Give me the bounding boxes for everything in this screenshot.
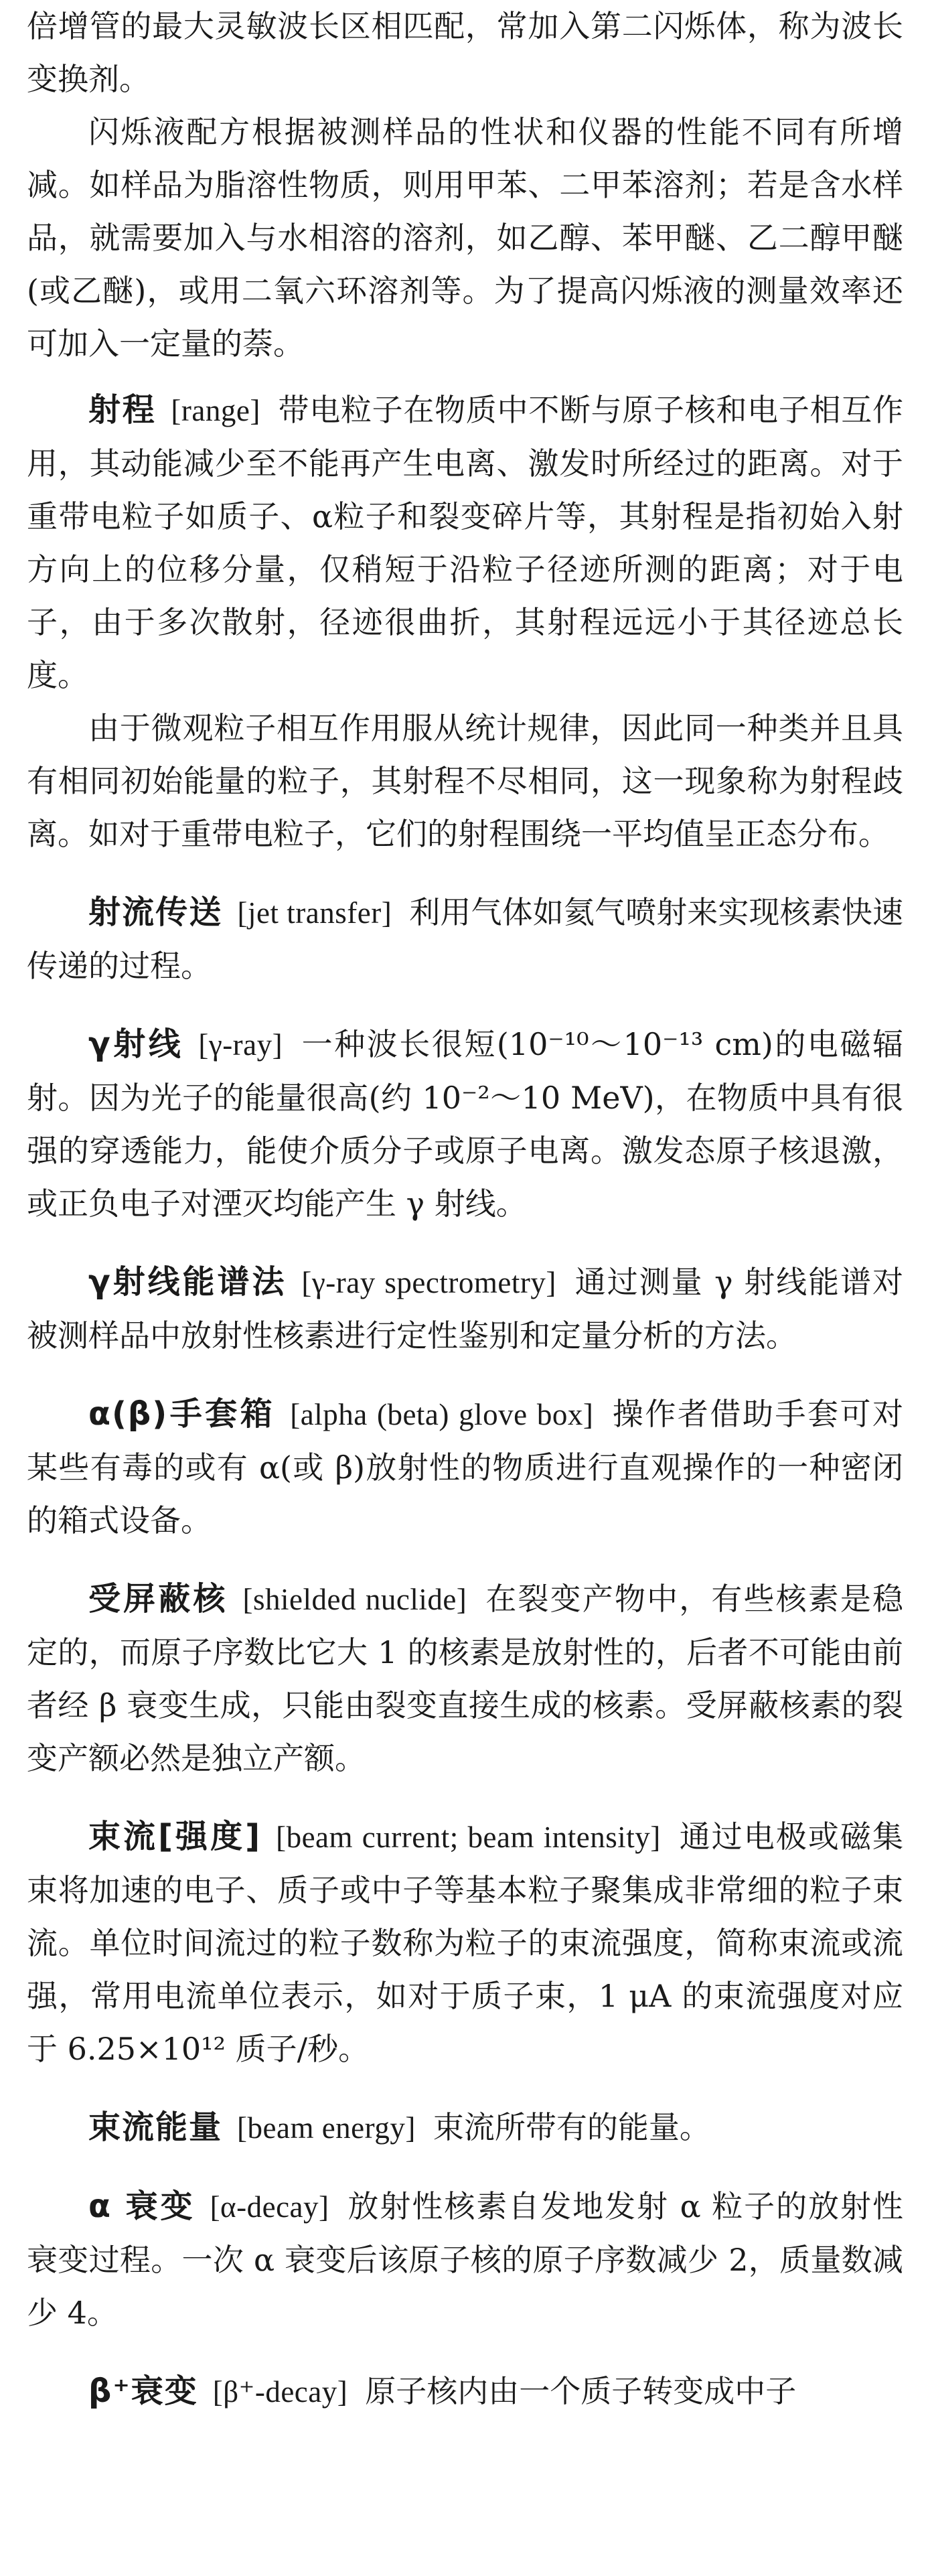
entry-english: [γ-ray] bbox=[198, 1028, 283, 1062]
entry-beam-energy bbox=[27, 2101, 903, 2155]
entry-definition: 放射性核素自发地发射 α 粒子的放射性衰变过程。一次 α 衰变后该原子核的原子序数减少 2，质量数减少 4。 bbox=[27, 2188, 903, 2331]
entry-definition: 在裂变产物中，有些核素是稳定的，而原子序数比它大 1 的核素是放射性的，后者不可能由前者经 β 衰变生成，只能由裂变直接生成的核素。受屏蔽核素的裂变产额必然是独立产额。 bbox=[27, 1581, 903, 1776]
entry-definition: 束流所带有的能量。 bbox=[433, 2109, 710, 2145]
entry-beam-current bbox=[27, 1810, 903, 2076]
entry-glove-box bbox=[27, 1388, 903, 1547]
entry-term: γ射线能谱法 bbox=[88, 1263, 287, 1301]
entry-term: γ射线 bbox=[88, 1025, 184, 1063]
entry-term: 受屏蔽核 bbox=[88, 1580, 228, 1618]
entry-english: [α-decay] bbox=[210, 2190, 329, 2224]
entry-definition: 通过电极或磁集束将加速的电子、质子或中子等基本粒子聚集成非常细的粒子束流。单位时间流过的粒子数称为粒子的束流强度，简称束流或流强，常用电流单位表示，如对于质子束，1 μA 的束流强度对应于 6.25×10¹² 质子/秒。 bbox=[27, 1818, 903, 2067]
entry-definition: 操作者借助手套可对某些有毒的或有 α(或 β)放射性的物质进行直观操作的一种密闭的箱式设备。 bbox=[27, 1396, 903, 1539]
entry-definition: 通过测量 γ 射线能谱对被测样品中放射性核素进行定性鉴别和定量分析的方法。 bbox=[27, 1264, 903, 1354]
entry-shielded-nuclide bbox=[27, 1573, 903, 1785]
entry-term: β⁺衰变 bbox=[88, 2372, 198, 2410]
entry-english: [beam energy] bbox=[237, 2111, 416, 2145]
entry-term: α(β)手套箱 bbox=[88, 1395, 276, 1433]
continued-paragraph: 倍增管的最大灵敏波长区相匹配，常加入第二闪烁体，称为波长变换剂。 bbox=[27, 8, 903, 97]
entry-english: [range] bbox=[171, 394, 260, 427]
entry-definition: 原子核内由一个质子转变成中子 bbox=[365, 2373, 797, 2409]
entry-alpha-decay bbox=[27, 2180, 903, 2340]
entry-english: [shielded nuclide] bbox=[242, 1583, 467, 1616]
entry-definition: 带电粒子在物质中不断与原子核和电子相互作用，其动能减少至不能再产生电离、激发时所经过的距离。对于重带电粒子如质子、α粒子和裂变碎片等，其射程是指初始入射方向上的位移分量，仅稍短于沿粒子径迹所测的距离；对于电子，由于多次散射，径迹很曲折，其射程远远小于其径迹总长度。 bbox=[27, 392, 903, 693]
entry-english: [β⁺-decay] bbox=[212, 2375, 348, 2409]
entry-english: [γ-ray spectrometry] bbox=[301, 1266, 556, 1299]
entry-term: 束流能量 bbox=[88, 2108, 223, 2146]
entry-jet-transfer bbox=[27, 886, 903, 993]
entry-term: 射流传送 bbox=[88, 893, 223, 931]
entry-gamma-ray bbox=[27, 1018, 903, 1230]
entry-range bbox=[27, 384, 903, 702]
entry-term: 射程 bbox=[88, 391, 157, 429]
entry-definition: 利用气体如氦气喷射来实现核素快速传递的过程。 bbox=[27, 894, 903, 984]
entry-english: [alpha (beta) glove box] bbox=[290, 1398, 594, 1431]
entry-term: α 衰变 bbox=[88, 2188, 196, 2225]
entry-beta-plus-decay bbox=[27, 2365, 903, 2419]
scintillator-formula-paragraph: 闪烁液配方根据被测样品的性状和仪器的性能不同有所增减。如样品为脂溶性物质，则用甲苯、二甲苯溶剂；若是含水样品，就需要加入与水相溶的溶剂，如乙醇、苯甲醚、乙二醇甲醚(或乙醚)，或用二氧六环溶剂等。为了提高闪烁液的测量效率还可加入一定量的萘。 bbox=[27, 114, 903, 362]
entry-english: [beam current; beam intensity] bbox=[276, 1820, 661, 1854]
entry-gamma-spectrometry bbox=[27, 1256, 903, 1362]
entry-range-extra: 由于微观粒子相互作用服从统计规律，因此同一种类并且具有相同初始能量的粒子，其射程不尽相同，这一现象称为射程歧离。如对于重带电粒子，它们的射程围绕一平均值呈正态分布。 bbox=[27, 710, 903, 852]
entry-english: [jet transfer] bbox=[237, 896, 392, 930]
entry-term: 束流[强度] bbox=[88, 1818, 262, 1855]
entry-definition: 一种波长很短(10⁻¹⁰～10⁻¹³ cm)的电磁辐射。因为光子的能量很高(约 10⁻²～10 MeV)，在物质中具有很强的穿透能力，能使介质分子或原子电离。激发态原子核退激，或正负电子对湮灭均能产生 γ 射线。 bbox=[27, 1026, 903, 1222]
